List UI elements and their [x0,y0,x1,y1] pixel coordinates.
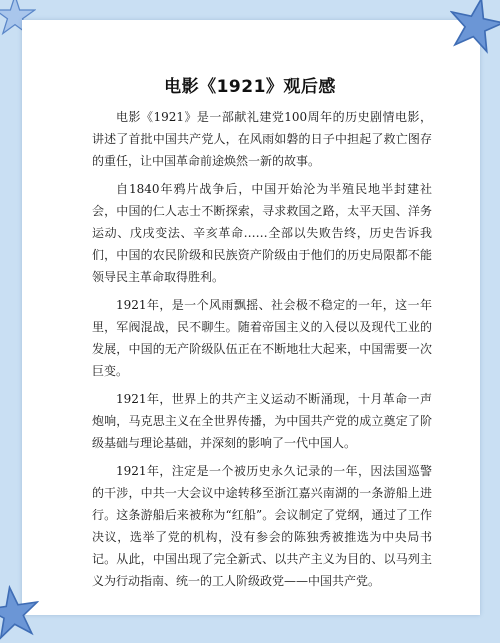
document-body [92,106,432,598]
paragraph: 1921年，注定是一个被历史永久记录的一年，因法国巡警的干涉，中共一大会议中途转移至浙江嘉兴南湖的一条游船上进行。这条游船后来被称为“红船”。会议制定了党纲，通过了工作决议，选举了党的机构，没有参会的陈独秀被推选为中央局书记。从此，中国出现了完全新式、以共产主义为目的、以马列主义为行动指南、统一的工人阶级政党——中国共产党。 [92,464,432,588]
paragraph: 1921年，是一个风雨飘摇、社会极不稳定的一年，这一年里，军阀混战，民不聊生。随着帝国主义的入侵以及现代工业的发展，中国的无产阶级队伍正在不断地壮大起来，中国需要一次巨变。 [92,298,432,378]
star-decoration-icon [0,582,43,643]
paragraph: 电影《1921》是一部献礼建党100周年的历史剧情电影，讲述了首批中国共产党人，在风雨如磐的日子中担起了救亡图存的重任，让中国革命前途焕然一新的故事。 [92,110,432,168]
document-title: 电影《1921》观后感 [164,77,336,97]
paragraph: 1921年，世界上的共产主义运动不断涌现，十月革命一声炮响，马克思主义在全世界传播，为中国共产党的成立奠定了阶级基础与理论基础，并深刻的影响了一代中国人。 [92,392,432,450]
paragraph: 自1840年鸦片战争后，中国开始沦为半殖民地半封建社会，中国的仁人志士不断探索，寻求救国之路，太平天国、洋务运动、戊戌变法、辛亥革命……全部以失败告终，历史告诉我们，中国的农民阶级和民族资产阶级由于他们的历史局限都不能领导民主革命取得胜利。 [92,182,432,284]
